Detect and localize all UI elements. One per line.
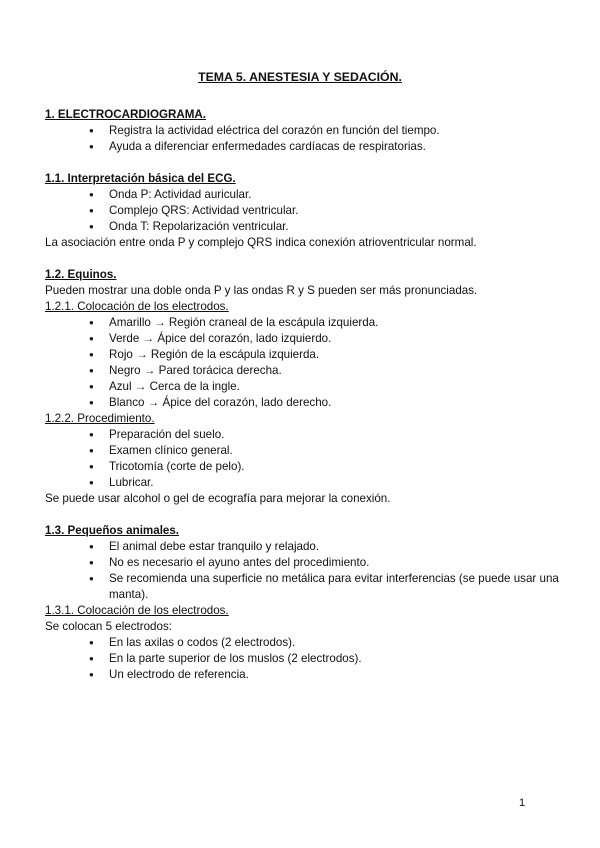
list-item: ● Tricotomía (corte de pelo). [45,459,565,475]
list-item: ● Un electrodo de referencia. [45,667,565,683]
list-item: ● No es necesario el ayuno antes del procedimiento. [45,555,565,571]
ecg-bullet-list [45,123,565,155]
list-item: ● Ayuda a diferenciar enfermedades cardíacas de respiratorias. [45,139,565,155]
pequenos-bullet-list [45,539,565,603]
list-item: ● Verde → Ápice del corazón, lado izquierdo. [45,331,565,347]
interpretation-note: La asociación entre onda P y complejo QRS indica conexión atrioventricular normal. [45,236,477,249]
list-item: ● Preparación del suelo. [45,427,565,443]
equinos-procedure-list [45,427,565,491]
document-body [45,107,565,683]
list-item: ● Onda P: Actividad auricular. [45,187,565,203]
list-item: ● Se recomienda una superficie no metálica para evitar interferencias (se puede usar una manta). [45,571,565,603]
section-heading-pequenos-animales: 1.3. Pequeños animales. [45,524,180,537]
subsection-heading-pequenos-placement: 1.3.1. Colocación de los electrodos. [45,604,229,617]
list-item: ● Onda T: Repolarización ventricular. [45,219,565,235]
list-item: ● Registra la actividad eléctrica del corazón en función del tiempo. [45,123,565,139]
subsection-heading-equinos-placement: 1.2.1. Colocación de los electrodos. [45,300,229,313]
list-item: ● Negro → Pared torácica derecha. [45,363,565,379]
list-item: ● Lubricar. [45,475,565,491]
section-heading-ecg: 1. ELECTROCARDIOGRAMA. [45,108,207,121]
section-heading-equinos: 1.2. Equinos. [45,268,117,281]
list-item: ● El animal debe estar tranquilo y relajado. [45,539,565,555]
list-item: ● Azul → Cerca de la ingle. [45,379,565,395]
document-title: TEMA 5. ANESTESIA Y SEDACIÓN. [198,70,402,84]
list-item: ● Examen clínico general. [45,443,565,459]
list-item: ● Amarillo → Región craneal de la escápula izquierda. [45,315,565,331]
equinos-note: Se puede usar alcohol o gel de ecografía para mejorar la conexión. [45,492,391,505]
page-number: 1 [519,797,526,809]
section-heading-interpretation: 1.1. Interpretación básica del ECG. [45,172,236,185]
list-item: ● En la parte superior de los muslos (2 electrodos). [45,651,565,667]
equinos-intro: Pueden mostrar una doble onda P y las ondas R y S pueden ser más pronunciadas. [45,284,478,297]
subsection-heading-equinos-procedure: 1.2.2. Procedimiento. [45,412,155,425]
equinos-placement-list [45,315,565,411]
interpretation-bullet-list [45,187,565,235]
list-item: ● Complejo QRS: Actividad ventricular. [45,203,565,219]
pequenos-placement-list [45,635,565,683]
list-item: ● Blanco → Ápice del corazón, lado derecho. [45,395,565,411]
pequenos-intro: Se colocan 5 electrodos: [45,620,172,633]
list-item: ● En las axilas o codos (2 electrodos). [45,635,565,651]
list-item: ● Rojo → Región de la escápula izquierda. [45,347,565,363]
